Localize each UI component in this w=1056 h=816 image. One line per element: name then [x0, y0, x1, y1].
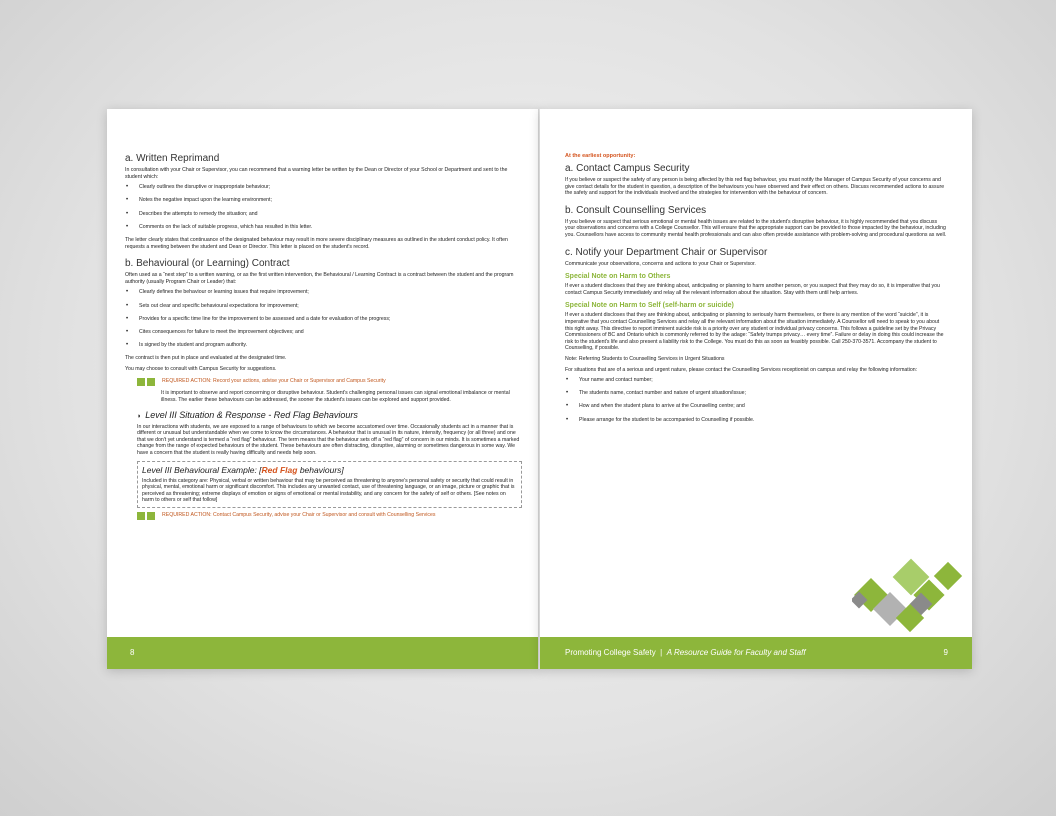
list-item: • Please arrange for the student to be accompanied to Counselling if possible.: [565, 417, 948, 424]
list-item: • Your name and contact number;: [565, 377, 948, 384]
written-reprimand-outro: The letter clearly states that continuance of the designated behaviour may result in more severe disciplinary measures as outlined in the student conduct policy. It often requests a meeting between the student and Dean or Director. This letter is placed on the student's record.: [125, 236, 508, 250]
required-action-label: REQUIRED ACTION: Contact Campus Security, advise your Chair or Supervisor and consult with Counselling Services: [162, 511, 436, 518]
harm-self-body: If ever a student discloses that they are thinking about, anticipating or planning to seriously harm themselves, or there is any mention of the word “suicide”, it is imperative that you contact Counselling Services and relay all the relevant information about the situation immediately. A Counsellor will need to speak to you about this right away. This directive to report imminent suicide risk is a priority over any student or individual privacy concerns. This follows a guideline set by the Privacy Commissioners of BC and Ontario which is commonly referred to by the adage: “Safety trumps privacy… every time”. Failure or delay in doing this could increase the risk to the student's life and also present a liability risk to the College. You must do this as soon as feasibly possible. Call 250-370-3571. Accompany the student to Counselling, if possible.: [565, 312, 944, 352]
level3-heading: ◗ Level III Situation & Response - Red Flag Behaviours: [137, 409, 358, 420]
green-square-icon: [137, 512, 145, 520]
required-action-label: REQUIRED ACTION: Record your actions, advise your Chair or Supervisor and Campus Security: [162, 378, 386, 385]
contract-heading: b. Behavioural (or Learning) Contract: [125, 258, 290, 270]
half-circle-bullet-icon: ◗: [137, 412, 142, 420]
harm-self-heading: Special Note on Harm to Self (self-harm or suicide): [565, 302, 734, 310]
required-action-security: [137, 512, 522, 520]
page-number: 8: [130, 648, 135, 657]
green-square-icon: [137, 378, 145, 386]
notify-chair-body: Communicate your observations, concerns and actions to your Chair or Supervisor.: [565, 260, 756, 267]
consult-counselling-body: If you believe or suspect that serious emotional or mental health issues are related to the student's disruptive behaviour, it is highly recommended that you discuss your observations and concerns with a College Counsellor. This will ensure that the appropriate support can be provided to those impacted by the behaviour, including you. Counsellors have access to community mental health professionals and can also often provide assistance with problem-solving and procedural questions as well.: [565, 218, 947, 238]
list-item: • Notes the negative impact upon the learning environment;: [125, 197, 522, 204]
list-item: • Describes the attempts to remedy the situation; and: [125, 211, 522, 218]
page-number: 9: [943, 648, 948, 657]
list-item: • Cites consequences for failure to meet the improvement objectives; and: [125, 329, 522, 336]
contact-security-body: If you believe or suspect the safety of any person is being affected by this red flag behaviour, you must notify the Manager of Campus Security of your concerns and give contact details for the student in question, a description of the behaviours you have observed and their effect on others. Discuss recommended actions to assure the safety and support for the individuals involved and the strategies for intervention with the behaviour of concern.: [565, 177, 945, 197]
required-action-body: It is important to observe and report concerning or disruptive behaviour. Student's challenging personal issues can signal emotional imbalance or mental illness. The earlier these behaviours can be addressed, the sooner the student's issues can be explored and support provided.: [161, 390, 510, 404]
green-square-icon: [147, 378, 155, 386]
list-item: • Sets out clear and specific behavioural expectations for improvement;: [125, 303, 522, 310]
notify-chair-heading: c. Notify your Department Chair or Supervisor: [565, 246, 768, 258]
contract-intro: Often used as a “next step” to a written warning, or as the first written intervention, the Behavioural / Learning Contract is a contract between the student and the program authority (usually Program Chair or Leader) that:: [125, 272, 514, 285]
written-reprimand-list: [125, 184, 522, 230]
required-action-record: [137, 378, 522, 386]
written-reprimand-intro: In consultation with your Chair or Supervisor, you can recommend that a warning letter be written by the Dean or Director of your School or Department and sent to the student which:: [125, 167, 508, 180]
urgent-intro: For situations that are of a serious and urgent nature, please contact the Counselling Services receptionist on campus and relay the following information:: [565, 366, 918, 373]
list-item: • Clearly defines the behaviour or learning issues that require improvement;: [125, 289, 522, 296]
contract-paragraph: The contract is then put in place and evaluated at the designated time.: [125, 355, 287, 362]
left-page-content: [125, 153, 522, 524]
list-item: • How and when the student plans to arrive at the Counselling centre; and: [565, 403, 948, 410]
contract-list: [125, 289, 522, 348]
right-footer-bar: [540, 637, 972, 669]
urgent-list: [565, 377, 948, 423]
list-item: • Provides for a specific time line for the improvement to be assessed and a date for evaluation of the progress;: [125, 316, 522, 323]
referring-note: Note: Referring Students to Counselling Services in Urgent Situations: [565, 355, 725, 362]
diamond-pattern-icon: [852, 556, 972, 634]
list-item: • Comments on the lack of suitable progress, which has resulted in this letter.: [125, 224, 522, 231]
example-body: Included in this category are: Physical, verbal or written behaviour that may be perceived as threatening to anyone's personal safety or security that could result in physical, mental, emotional harm or significant discomfort. This includes any unwanted contact, use of threatening language, or an image, picture or graphic that is perceived as threatening; extreme displays of emotion or signs of emotional or mental instability, and any concern for the safety of self or others. [See notes on harm to others or self that follow]: [142, 477, 515, 504]
right-page-content: [565, 153, 948, 430]
harm-others-heading: Special Note on Harm to Others: [565, 273, 671, 281]
left-page: [107, 109, 540, 669]
contact-security-heading: a. Contact Campus Security: [565, 163, 690, 174]
list-item: • The students name, contact number and nature of urgent situation/issue;: [565, 390, 948, 397]
level3-body: In our interactions with students, we are exposed to a range of behaviours to which we become accustomed over time. Occasionally students act in a manner that is different or unusual but understandable when we come to know the circumstances. A behaviour that is unusual in its nature, intensity, frequency (or all three) and one that we don't yet understand is termed a “red flag” behaviour. The term means that the behaviour sets off a “red flag” of concern in our minds. It is sometimes a marked change from the range of expected behaviours of the student. These behaviours are often distracting, disruptive, alarming or sometimes dangerous in some way. We have a concern that the student is really having difficulty and needs help soon.: [137, 423, 520, 456]
example-title: Level III Behavioural Example: [Red Flag behaviours]: [142, 464, 344, 475]
consult-counselling-heading: b. Consult Counselling Services: [565, 204, 707, 216]
written-reprimand-heading: a. Written Reprimand: [125, 153, 220, 164]
harm-others-body: If ever a student discloses that they are thinking about, anticipating or planning to harm another person, or you suspect that they may do so, it is imperative that you contact Campus Security immediately and relay all the relevant information about the situation. Stay with them until help arrives.: [565, 283, 940, 296]
left-footer-bar: [107, 637, 540, 669]
contract-paragraph: You may choose to consult with Campus Security for suggestions.: [125, 365, 277, 372]
footer-title: Promoting College Safety | A Resource Guide for Faculty and Staff: [565, 648, 806, 657]
list-item: • Is signed by the student and program authority.: [125, 342, 522, 349]
earliest-opportunity-label: At the earliest opportunity:: [565, 153, 636, 159]
level3-example-box: [137, 461, 522, 508]
green-square-icon: [147, 512, 155, 520]
list-item: • Clearly outlines the disruptive or inappropriate behaviour;: [125, 184, 522, 191]
